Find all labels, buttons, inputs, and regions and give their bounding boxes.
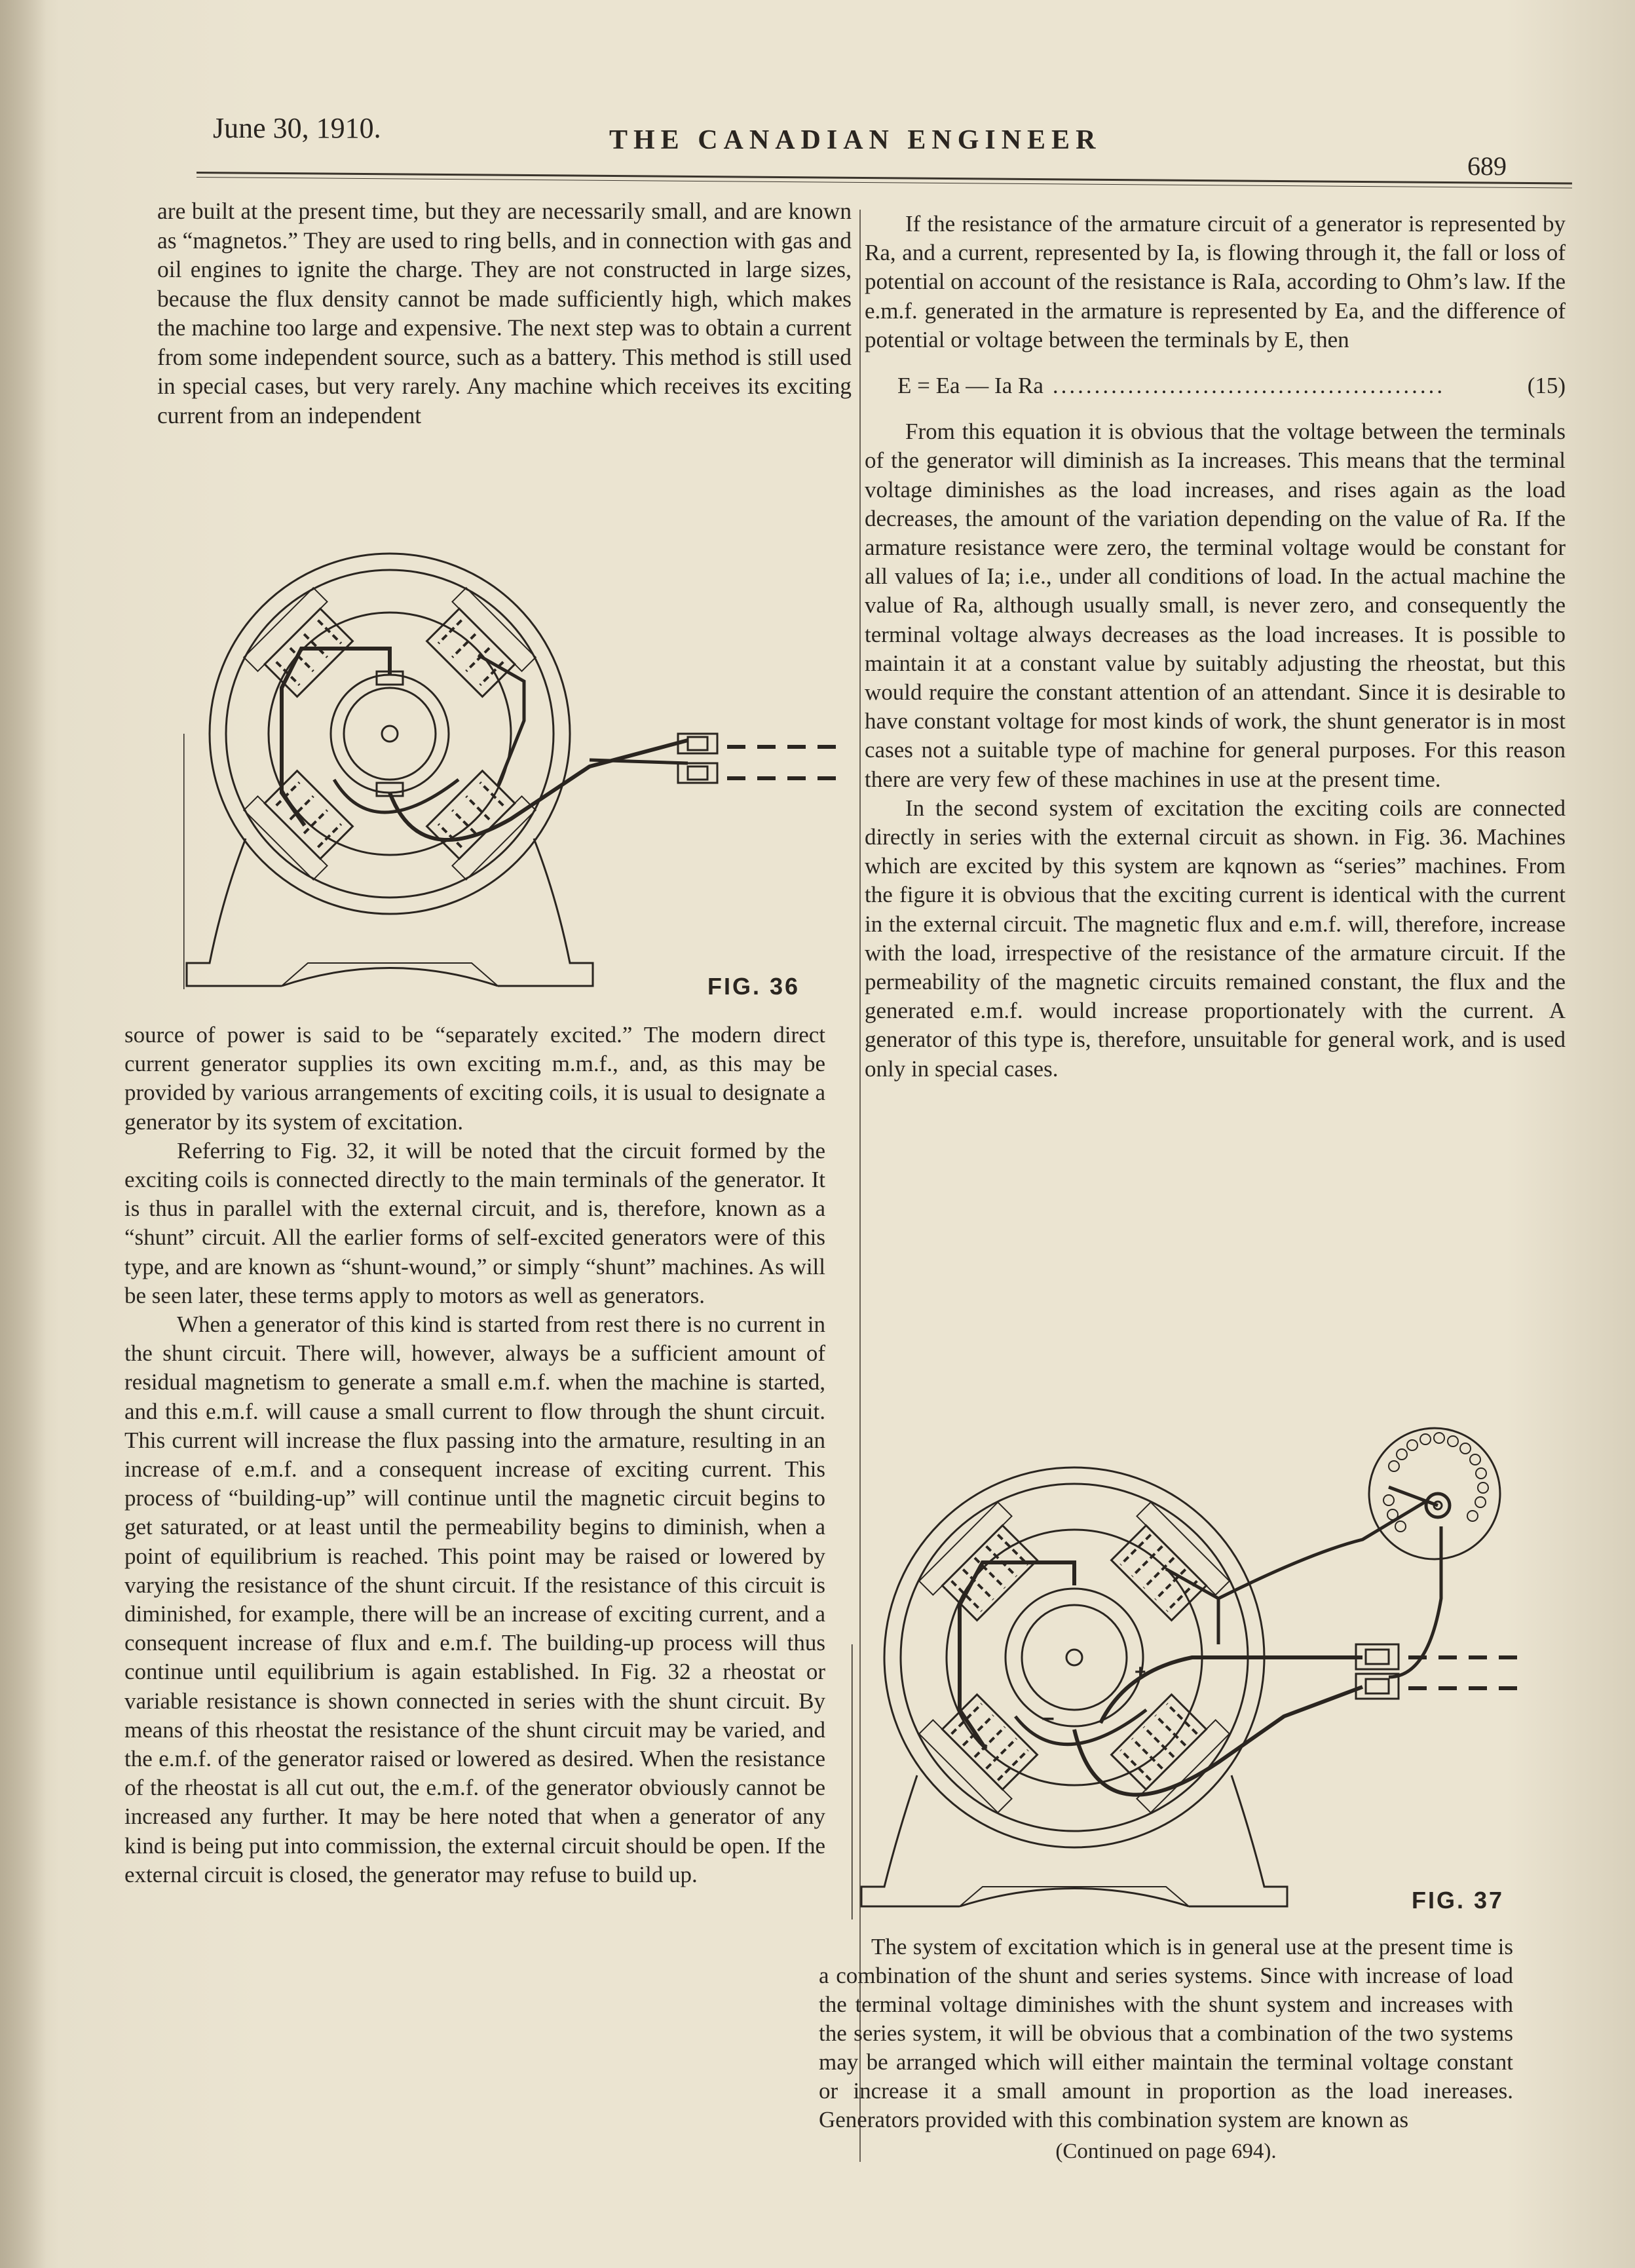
equation-number: (15) xyxy=(1527,373,1566,399)
paragraph: source of power is said to be “separately excited.” The modern direct current generator supplies its own exciting m.m.f., and, as this may be provided by various arrangements of exciting coils, it is usual to designate a generator by its system of excitation. xyxy=(124,1022,825,1135)
paragraph: The system of excitation which is in general use at the present time is a combination of the shunt and series systems. Since with increase of load the terminal voltage diminishes with the shunt system and increases with the series system, it will be obvious that a combination of the two systems may be arranged which will either maintain the terminal voltage constant or increase it a small amount in proportion as the load inereases. Generators provided with this combination system are known as xyxy=(819,1934,1513,2132)
compound-generator-diagram xyxy=(852,1382,1539,1926)
paragraph: In the second system of excitation the exciting coils are connected directly in series with the external circuit as shown. in Fig. 36. Machines which are excited by this system are kqnown as “series” machines. From the figure it is obvious that the exciting current is identical with the current in the external circuit. The magnetic flux and e.m.f. will, therefore, increase with the load, irrespective of the resistance of the armature circuit. If the permeability of the magnetic circuits remained constant, the flux and the generated e.m.f. would increase proportionately with the current. A generator of this type is, therefore, unsuitable for general work, and is used only in special cases. xyxy=(865,795,1566,1082)
binding-shadow xyxy=(0,0,46,2268)
continued-note: (Continued on page 694). xyxy=(1055,2140,1277,2163)
paragraph: are built at the present time, but they are necessarily small, and are known as “magnetos.” They are used to ring bells, and in connection with gas and oil engines to ignite the charge. They are not constructed in large sizes, because the flux density cannot be made sufficiently high, which makes the machine too large and expensive. The next step was to obtain a current from some independent source, such as a battery. This method is still used in special cases, but very rarely. Any machine which receives its exciting current from an independent xyxy=(157,198,852,428)
issue-date: June 30, 1910. xyxy=(213,112,381,144)
equation-leader: ............................................... xyxy=(1052,373,1446,399)
paragraph: From this equation it is obvious that the voltage between the terminals of the generator will diminish as Ia increases. This means that the terminal voltage diminishes as the load increases, and rises again as the load decreases, the amount of the variation depending on the value of Ra. If the armature resistance were zero, the terminal voltage would be constant for all values of Ia; i.e., under all conditions of load. In the actual machine the value of Ra, although usually small, is never zero, and consequently the terminal voltage always decreases as the load increases. It is possible to maintain it at a constant value by suitably adjusting the rheostat, but this would require the constant attention of an attendant. Since it is desirable to have constant voltage for most kinds of work, the shunt generator is in most cases not a suitable type of machine for general purposes. For this reason there are very few of these machines in use at the present time. xyxy=(865,419,1566,792)
positive-terminal-mark: + xyxy=(1135,1661,1146,1683)
paragraph: If the resistance of the armature circuit of a generator is represented by Ra, and a current, represented by Ia, is flowing through it, the fall or loss of potential on account of the resistance is RaIa, according to Ohm’s law. If the e.m.f. generated in the armature is represented by Ea, and the difference of potential or voltage between the terminals by E, then xyxy=(865,211,1566,352)
left-column-bottom xyxy=(124,1021,825,1889)
page-number: 689 xyxy=(1467,151,1507,181)
equation-15 xyxy=(865,371,1566,400)
figure-37 xyxy=(852,1382,1539,1926)
series-generator-diagram xyxy=(183,504,852,1015)
right-column-top xyxy=(865,210,1566,1084)
right-column-bottom xyxy=(819,1933,1513,2166)
figure-36-caption: FIG. 36 xyxy=(707,973,800,1000)
negative-terminal-mark: − xyxy=(1042,1707,1055,1731)
paragraph: Referring to Fig. 32, it will be noted that the circuit formed by the exciting coils is connected directly to the main terminals of the generator. It is thus in parallel with the external circuit, and is, therefore, known as a “shunt” circuit. All the earlier forms of self-excited generators were of this type, and are known as “shunt-wound,” or simply “shunt” machines. As will be seen later, these terms apply to motors as well as generators. xyxy=(124,1137,825,1308)
journal-title: THE CANADIAN ENGINEER xyxy=(609,125,1102,155)
figure-36 xyxy=(183,504,852,1015)
equation-expression: E = Ea — Ia Ra xyxy=(897,373,1043,399)
left-column-top xyxy=(157,197,852,430)
paragraph: When a generator of this kind is started from rest there is no current in the shunt circuit. There will, however, always be a sufficient amount of residual magnetism to generate a small e.m.f. when the machine is started, and this e.m.f. will cause a small current to flow through the shunt circuit. This current will increase the flux passing into the armature, resulting in an increase of e.m.f. and a consequent increase of exciting current. This process of “building-up” will continue until the magnetic circuit begins to get saturated, or at least until the permeability begins to diminish, when a point of equilibrium is reached. This point may be raised or lowered by varying the resistance of the shunt circuit. If the resistance of this circuit is diminished, for example, there will be an increase of exciting current, and a consequent increase of flux and e.m.f. The building-up process will thus continue until equilibrium is again established. In Fig. 32 a rheostat or variable resistance is shown connected in series with the shunt circuit. By means of this rheostat the resistance of the shunt circuit may be varied, and the e.m.f. of the generator raised or lowered as desired. When the resistance of the rheostat is all cut out, the e.m.f. of the generator obviously cannot be increased any further. It may be here noted that when a generator of any kind is being put into commission, the external circuit should be open. If the external circuit is closed, the generator may refuse to build up. xyxy=(124,1312,825,1887)
running-header xyxy=(0,0,1635,197)
figure-37-caption: FIG. 37 xyxy=(1412,1887,1505,1914)
